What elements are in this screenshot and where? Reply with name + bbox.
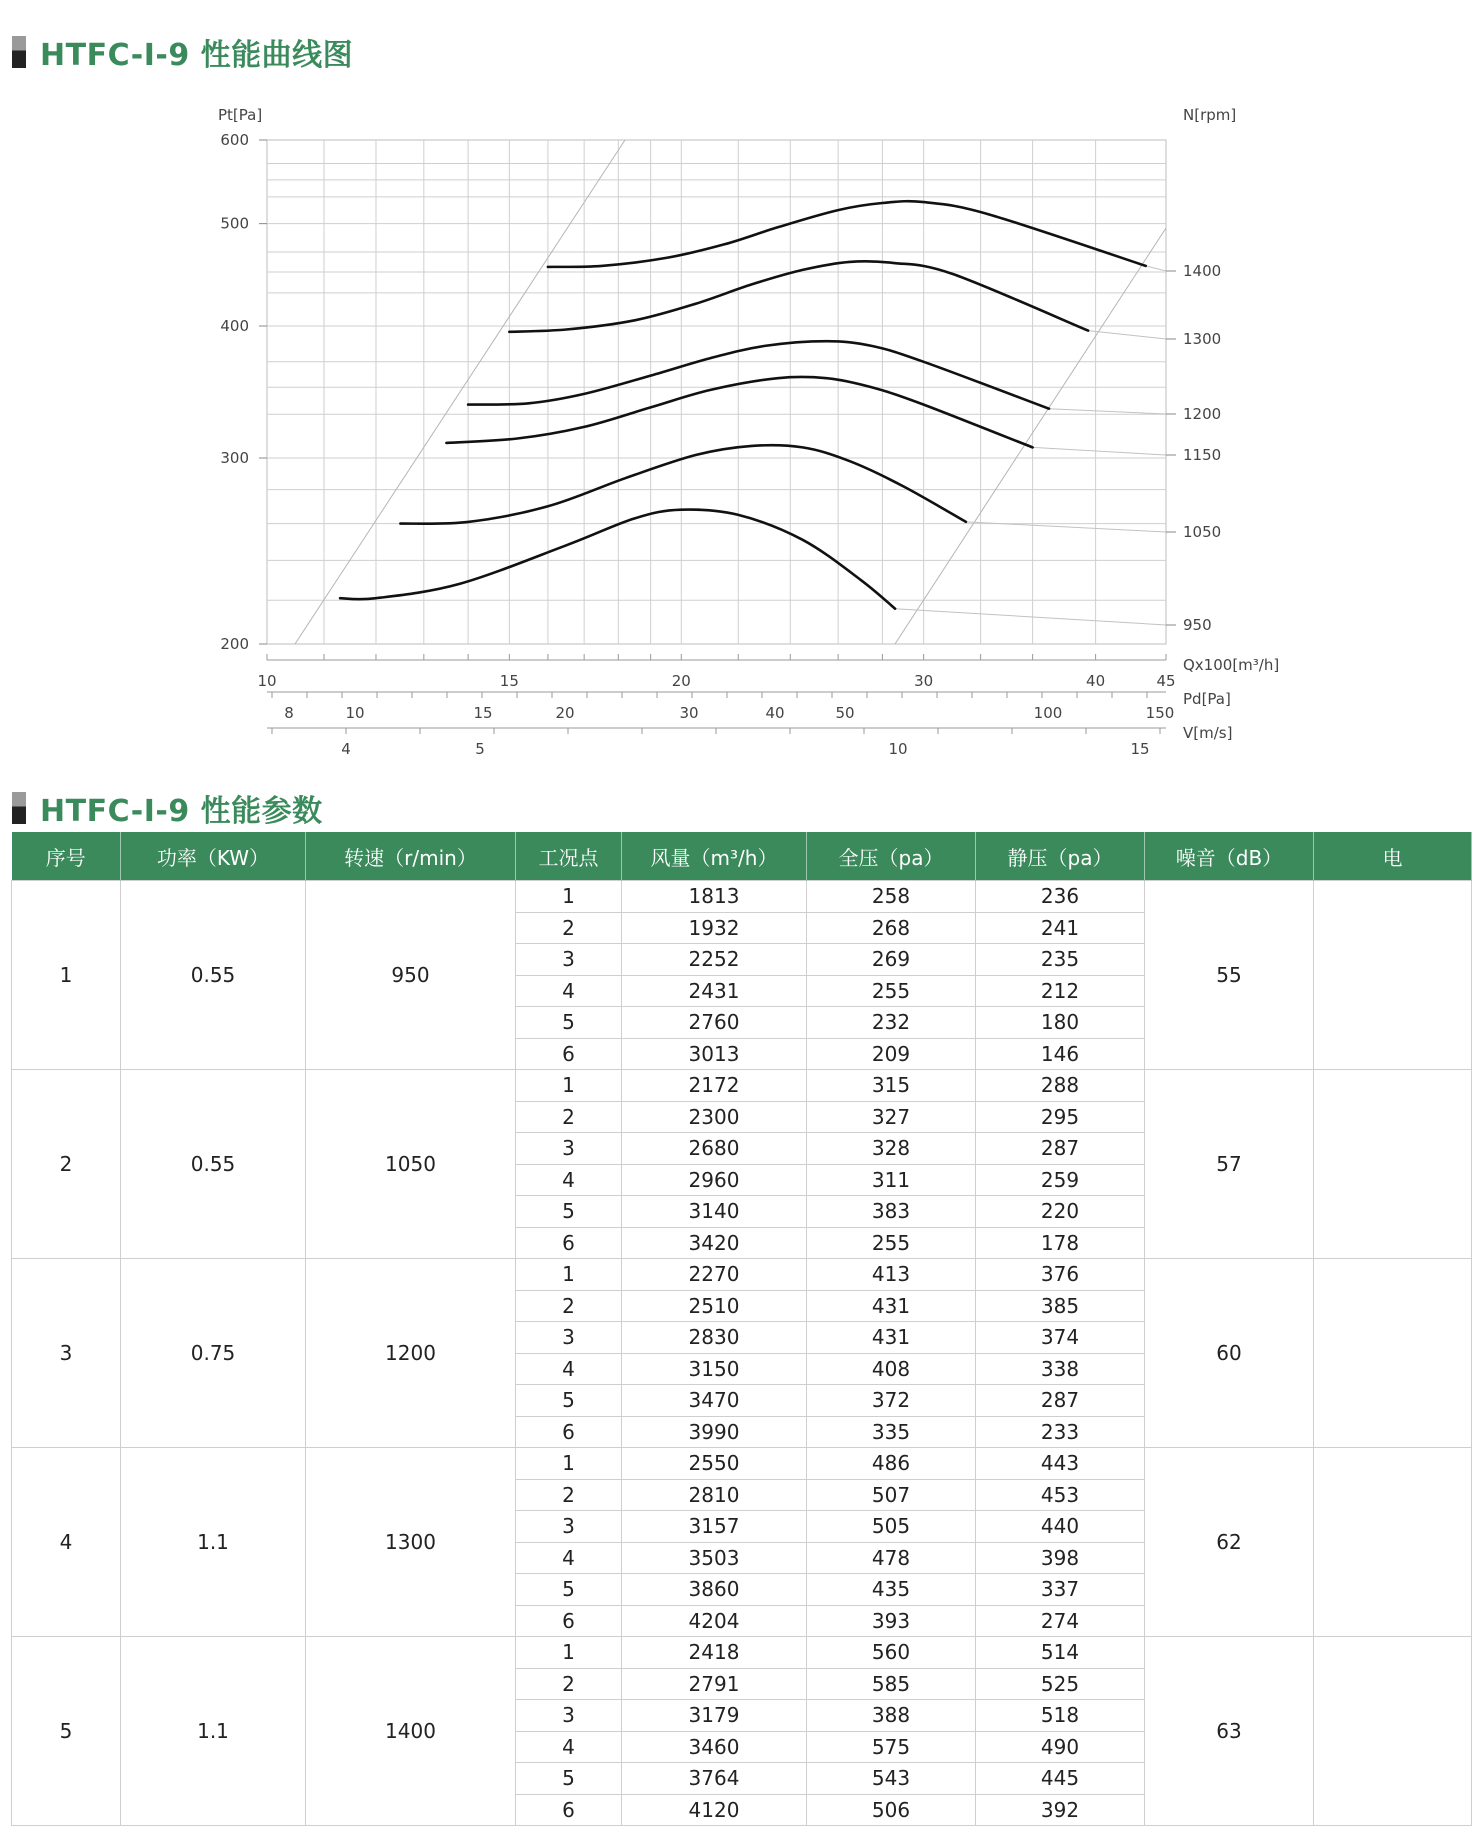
cell-index: 3 xyxy=(12,1259,121,1448)
column-header: 电 xyxy=(1314,832,1472,881)
cell-point: 6 xyxy=(516,1416,622,1448)
cell-static-pressure: 274 xyxy=(976,1605,1145,1637)
cell-static-pressure: 287 xyxy=(976,1133,1145,1165)
title-marker-icon xyxy=(12,792,26,824)
cell-static-pressure: 376 xyxy=(976,1259,1145,1291)
cell-flow: 2300 xyxy=(622,1101,807,1133)
cell-point: 2 xyxy=(516,1479,622,1511)
cell-point: 4 xyxy=(516,1353,622,1385)
cell-point: 4 xyxy=(516,1542,622,1574)
cell-flow: 3420 xyxy=(622,1227,807,1259)
cell-total-pressure: 575 xyxy=(807,1731,976,1763)
cell-flow: 4204 xyxy=(622,1605,807,1637)
pd-tick-label: 30 xyxy=(679,704,699,722)
y-tick-label: 400 xyxy=(220,317,249,336)
cell-point: 6 xyxy=(516,1038,622,1070)
v-tick-label: 10 xyxy=(888,740,908,758)
cell-point: 2 xyxy=(516,1290,622,1322)
cell-motor xyxy=(1314,1637,1472,1826)
cell-flow: 3157 xyxy=(622,1511,807,1543)
cell-flow: 2431 xyxy=(622,975,807,1007)
cell-point: 6 xyxy=(516,1794,622,1826)
cell-point: 2 xyxy=(516,1668,622,1700)
column-header: 噪音（dB） xyxy=(1145,832,1314,881)
cell-flow: 3503 xyxy=(622,1542,807,1574)
params-table xyxy=(11,832,1472,1826)
cell-static-pressure: 220 xyxy=(976,1196,1145,1228)
cell-power: 0.75 xyxy=(121,1259,306,1448)
cell-flow: 3150 xyxy=(622,1353,807,1385)
cell-static-pressure: 445 xyxy=(976,1763,1145,1795)
cell-speed: 1400 xyxy=(306,1637,516,1826)
table-row xyxy=(12,1448,1472,1480)
cell-flow: 2418 xyxy=(622,1637,807,1669)
cell-flow: 2760 xyxy=(622,1007,807,1039)
cell-total-pressure: 585 xyxy=(807,1668,976,1700)
cell-point: 4 xyxy=(516,1731,622,1763)
cell-total-pressure: 268 xyxy=(807,912,976,944)
cell-total-pressure: 486 xyxy=(807,1448,976,1480)
cell-total-pressure: 269 xyxy=(807,944,976,976)
cell-static-pressure: 180 xyxy=(976,1007,1145,1039)
cell-total-pressure: 209 xyxy=(807,1038,976,1070)
cell-flow: 3179 xyxy=(622,1700,807,1732)
cell-total-pressure: 255 xyxy=(807,975,976,1007)
q-tick-label: 30 xyxy=(914,672,934,690)
cell-static-pressure: 287 xyxy=(976,1385,1145,1417)
pd-tick-label: 20 xyxy=(555,704,575,722)
cell-flow: 2270 xyxy=(622,1259,807,1291)
cell-total-pressure: 431 xyxy=(807,1322,976,1354)
cell-flow: 3140 xyxy=(622,1196,807,1228)
right-axis-label: N[rpm] xyxy=(1183,106,1237,124)
cell-flow: 2791 xyxy=(622,1668,807,1700)
cell-flow: 2252 xyxy=(622,944,807,976)
cell-point: 3 xyxy=(516,1133,622,1165)
v-tick-label: 4 xyxy=(341,740,351,758)
rpm-label-1050: 1050 xyxy=(1183,523,1222,541)
cell-power: 0.55 xyxy=(121,1070,306,1259)
cell-static-pressure: 443 xyxy=(976,1448,1145,1480)
cell-index: 5 xyxy=(12,1637,121,1826)
table-body xyxy=(12,881,1472,1826)
curve-rpm-1200 xyxy=(468,341,1049,409)
v-tick-label: 5 xyxy=(475,740,485,758)
cell-flow: 3990 xyxy=(622,1416,807,1448)
cell-flow: 2550 xyxy=(622,1448,807,1480)
chart-curves xyxy=(340,201,1146,609)
cell-static-pressure: 392 xyxy=(976,1794,1145,1826)
q-tick-label: 40 xyxy=(1086,672,1106,690)
pd-tick-label: 8 xyxy=(284,704,294,722)
cell-total-pressure: 478 xyxy=(807,1542,976,1574)
cell-total-pressure: 335 xyxy=(807,1416,976,1448)
cell-point: 1 xyxy=(516,1448,622,1480)
rpm-leader-line xyxy=(1088,331,1166,339)
rpm-leader-line xyxy=(895,609,1166,625)
cell-motor xyxy=(1314,1259,1472,1448)
cell-total-pressure: 507 xyxy=(807,1479,976,1511)
y-tick-label: 600 xyxy=(220,131,249,149)
rpm-label-1300: 1300 xyxy=(1183,330,1222,348)
cell-total-pressure: 372 xyxy=(807,1385,976,1417)
cell-point: 3 xyxy=(516,944,622,976)
column-header: 功率（KW） xyxy=(121,832,306,881)
cell-point: 3 xyxy=(516,1322,622,1354)
column-header: 风量（m³/h） xyxy=(622,832,807,881)
cell-motor xyxy=(1314,1070,1472,1259)
cell-total-pressure: 431 xyxy=(807,1290,976,1322)
cell-static-pressure: 233 xyxy=(976,1416,1145,1448)
v-tick-label: 15 xyxy=(1130,740,1150,758)
cell-total-pressure: 258 xyxy=(807,881,976,913)
q-tick-label: 15 xyxy=(499,672,519,690)
cell-point: 2 xyxy=(516,1101,622,1133)
cell-speed: 1050 xyxy=(306,1070,516,1259)
cell-static-pressure: 146 xyxy=(976,1038,1145,1070)
cell-static-pressure: 453 xyxy=(976,1479,1145,1511)
cell-static-pressure: 178 xyxy=(976,1227,1145,1259)
cell-total-pressure: 388 xyxy=(807,1700,976,1732)
cell-static-pressure: 398 xyxy=(976,1542,1145,1574)
pd-tick-label: 150 xyxy=(1145,704,1175,722)
cell-flow: 3460 xyxy=(622,1731,807,1763)
cell-index: 1 xyxy=(12,881,121,1070)
cell-static-pressure: 236 xyxy=(976,881,1145,913)
column-header: 序号 xyxy=(12,832,121,881)
rpm-leader-line xyxy=(1146,266,1166,271)
curve-rpm-1400 xyxy=(548,201,1146,267)
cell-noise: 63 xyxy=(1145,1637,1314,1826)
rpm-label-950: 950 xyxy=(1183,616,1212,634)
cell-static-pressure: 235 xyxy=(976,944,1145,976)
y-tick-label: 200 xyxy=(220,635,249,653)
cell-index: 4 xyxy=(12,1448,121,1637)
cell-static-pressure: 212 xyxy=(976,975,1145,1007)
y-tick-label: 500 xyxy=(220,214,249,233)
cell-static-pressure: 518 xyxy=(976,1700,1145,1732)
cell-point: 1 xyxy=(516,1637,622,1669)
q-axis-label: Qx100[m³/h] xyxy=(1183,656,1280,674)
curve-rpm-1050 xyxy=(400,445,966,524)
cell-static-pressure: 490 xyxy=(976,1731,1145,1763)
v-axis-label: V[m/s] xyxy=(1183,724,1233,742)
pd-axis-label: Pd[Pa] xyxy=(1183,690,1231,708)
cell-point: 3 xyxy=(516,1700,622,1732)
cell-static-pressure: 514 xyxy=(976,1637,1145,1669)
cell-total-pressure: 315 xyxy=(807,1070,976,1102)
cell-noise: 62 xyxy=(1145,1448,1314,1637)
cell-point: 1 xyxy=(516,1070,622,1102)
y-axis-label: Pt[Pa] xyxy=(218,106,263,124)
column-header: 转速（r/min） xyxy=(306,832,516,881)
cell-flow: 2510 xyxy=(622,1290,807,1322)
pd-tick-label: 50 xyxy=(835,704,855,722)
y-tick-label: 300 xyxy=(220,448,249,467)
cell-noise: 60 xyxy=(1145,1259,1314,1448)
cell-point: 2 xyxy=(516,912,622,944)
column-header: 全压（pa） xyxy=(807,832,976,881)
cell-total-pressure: 232 xyxy=(807,1007,976,1039)
cell-static-pressure: 385 xyxy=(976,1290,1145,1322)
cell-total-pressure: 383 xyxy=(807,1196,976,1228)
cell-speed: 950 xyxy=(306,881,516,1070)
cell-flow: 2172 xyxy=(622,1070,807,1102)
pd-tick-label: 40 xyxy=(765,704,785,722)
cell-flow: 2810 xyxy=(622,1479,807,1511)
cell-total-pressure: 328 xyxy=(807,1133,976,1165)
cell-static-pressure: 440 xyxy=(976,1511,1145,1543)
cell-total-pressure: 408 xyxy=(807,1353,976,1385)
cell-point: 5 xyxy=(516,1007,622,1039)
cell-speed: 1300 xyxy=(306,1448,516,1637)
pd-tick-label: 15 xyxy=(473,704,493,722)
rpm-label-1200: 1200 xyxy=(1183,405,1222,423)
cell-speed: 1200 xyxy=(306,1259,516,1448)
column-header: 静压（pa） xyxy=(976,832,1145,881)
cell-point: 1 xyxy=(516,881,622,913)
cell-power: 1.1 xyxy=(121,1637,306,1826)
table-row xyxy=(12,1637,1472,1669)
rpm-leader-line xyxy=(1033,447,1166,455)
cell-point: 6 xyxy=(516,1605,622,1637)
cell-flow: 2830 xyxy=(622,1322,807,1354)
performance-chart xyxy=(0,0,1371,780)
section-title-params xyxy=(0,786,323,830)
q-tick-label: 45 xyxy=(1156,672,1176,690)
cell-static-pressure: 374 xyxy=(976,1322,1145,1354)
rpm-label-1150: 1150 xyxy=(1183,446,1222,464)
params-section-title: HTFC-I-9 性能参数 xyxy=(40,794,323,829)
cell-flow: 2960 xyxy=(622,1164,807,1196)
cell-noise: 55 xyxy=(1145,881,1314,1070)
cell-point: 4 xyxy=(516,975,622,1007)
cell-total-pressure: 543 xyxy=(807,1763,976,1795)
cell-flow: 3013 xyxy=(622,1038,807,1070)
table-header-row xyxy=(12,832,1472,881)
cell-point: 5 xyxy=(516,1196,622,1228)
cell-motor xyxy=(1314,1448,1472,1637)
cell-point: 4 xyxy=(516,1164,622,1196)
rpm-leader-line xyxy=(1049,409,1166,414)
column-header: 工况点 xyxy=(516,832,622,881)
cell-static-pressure: 241 xyxy=(976,912,1145,944)
cell-point: 6 xyxy=(516,1227,622,1259)
cell-flow: 3860 xyxy=(622,1574,807,1606)
cell-index: 2 xyxy=(12,1070,121,1259)
table-row xyxy=(12,881,1472,913)
cell-flow: 3470 xyxy=(622,1385,807,1417)
cell-point: 5 xyxy=(516,1763,622,1795)
cell-flow: 4120 xyxy=(622,1794,807,1826)
q-tick-label: 10 xyxy=(257,672,277,690)
cell-point: 5 xyxy=(516,1574,622,1606)
cell-static-pressure: 337 xyxy=(976,1574,1145,1606)
pd-tick-label: 100 xyxy=(1033,704,1063,722)
cell-static-pressure: 295 xyxy=(976,1101,1145,1133)
cell-point: 3 xyxy=(516,1511,622,1543)
pd-tick-label: 10 xyxy=(345,704,365,722)
cell-static-pressure: 259 xyxy=(976,1164,1145,1196)
cell-total-pressure: 327 xyxy=(807,1101,976,1133)
table-row xyxy=(12,1070,1472,1102)
cell-total-pressure: 413 xyxy=(807,1259,976,1291)
cell-total-pressure: 505 xyxy=(807,1511,976,1543)
cell-point: 1 xyxy=(516,1259,622,1291)
cell-point: 5 xyxy=(516,1385,622,1417)
cell-static-pressure: 288 xyxy=(976,1070,1145,1102)
plot-frame xyxy=(267,140,1166,644)
diagonal-guide-left xyxy=(295,140,625,644)
curve-section-title: HTFC-I-9 性能曲线图 xyxy=(40,38,354,73)
cell-power: 1.1 xyxy=(121,1448,306,1637)
cell-static-pressure: 525 xyxy=(976,1668,1145,1700)
cell-total-pressure: 311 xyxy=(807,1164,976,1196)
table-row xyxy=(12,1259,1472,1291)
cell-flow: 1813 xyxy=(622,881,807,913)
cell-total-pressure: 560 xyxy=(807,1637,976,1669)
cell-total-pressure: 506 xyxy=(807,1794,976,1826)
cell-noise: 57 xyxy=(1145,1070,1314,1259)
diagonal-guide-right xyxy=(895,228,1166,644)
q-tick-label: 20 xyxy=(671,672,691,690)
params-table-wrapper xyxy=(11,832,1403,1843)
cell-static-pressure: 338 xyxy=(976,1353,1145,1385)
rpm-label-1400: 1400 xyxy=(1183,262,1222,280)
cell-flow: 1932 xyxy=(622,912,807,944)
cell-flow: 2680 xyxy=(622,1133,807,1165)
cell-total-pressure: 393 xyxy=(807,1605,976,1637)
cell-flow: 3764 xyxy=(622,1763,807,1795)
cell-motor xyxy=(1314,881,1472,1070)
cell-power: 0.55 xyxy=(121,881,306,1070)
cell-total-pressure: 435 xyxy=(807,1574,976,1606)
cell-total-pressure: 255 xyxy=(807,1227,976,1259)
